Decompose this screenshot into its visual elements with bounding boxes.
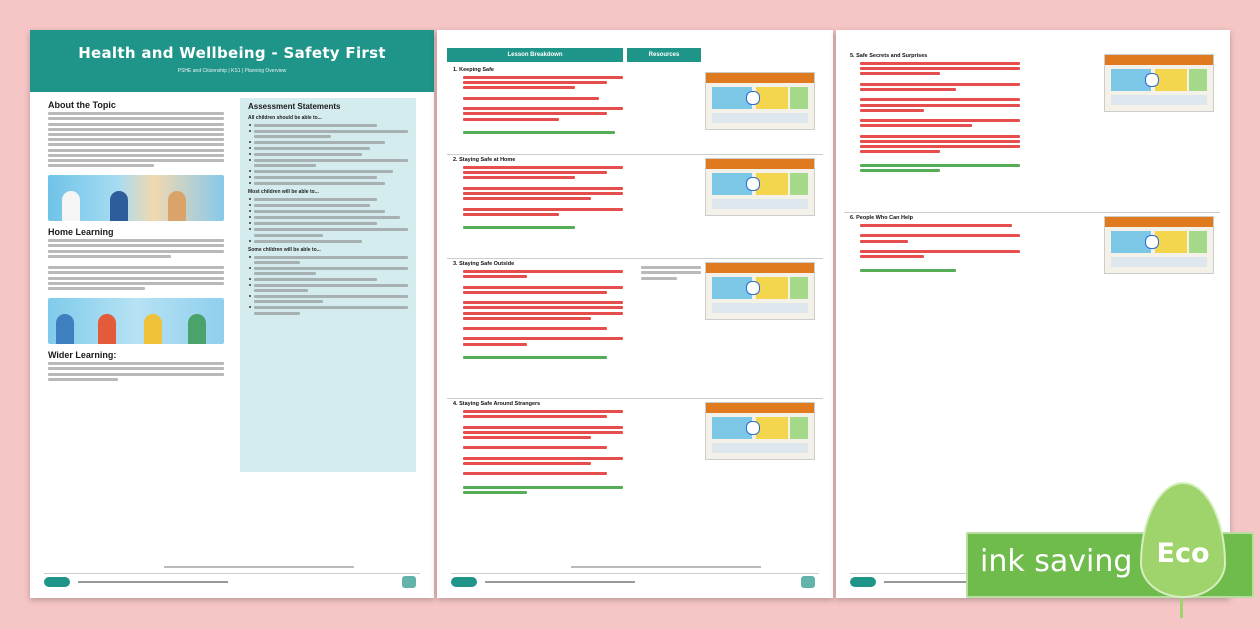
overview-page-1 (30, 30, 434, 598)
document-title: Health and Wellbeing - Safety First (78, 44, 386, 62)
all-children-label: All children should be able to... (248, 115, 322, 121)
lesson-4-section (447, 398, 823, 538)
page-footer (451, 573, 819, 590)
lesson-2-resource-thumbnail (705, 158, 815, 216)
most-children-label: Most children will be able to... (248, 189, 319, 196)
wider-learning-heading: Wider Learning: (48, 349, 117, 360)
lesson-2-section (447, 154, 823, 259)
twinkl-logo-icon (451, 577, 477, 587)
assessment-panel (240, 98, 416, 472)
lesson-1-title: 1. Keeping Safe (453, 67, 494, 73)
planit-logo-icon (801, 576, 815, 588)
assessment-heading: Assessment Statements (248, 102, 341, 111)
wider-learning-text (48, 362, 224, 381)
lesson-4-title: 4. Staying Safe Around Strangers (453, 401, 541, 407)
classroom-illustration (48, 175, 224, 221)
lesson-6-section (844, 212, 1220, 292)
lesson-3-title: 3. Staying Safe Outside (453, 261, 515, 267)
lesson-3-resource-note (641, 264, 701, 282)
resources-header: Resources (627, 48, 701, 62)
document-subtitle: PSHE and Citizenship | KS1 | Planning Overview (177, 68, 287, 74)
twinkl-logo-icon (44, 577, 70, 587)
title-banner (30, 30, 434, 92)
lesson-1-resource-thumbnail (705, 72, 815, 130)
lesson-6-title: 6. People Who Can Help (850, 215, 913, 221)
overview-page-2 (437, 30, 833, 598)
home-learning-heading: Home Learning (48, 227, 114, 238)
eco-badge-label: Eco (1156, 538, 1210, 569)
about-text (48, 112, 224, 167)
left-column (48, 98, 224, 383)
table-header (447, 48, 701, 62)
ink-saving-label: ink saving (980, 544, 1133, 579)
about-heading: About the Topic (48, 100, 116, 110)
lesson-5-resource-thumbnail (1104, 54, 1214, 112)
lesson-3-section (447, 258, 823, 399)
planit-logo-icon (402, 576, 416, 588)
lesson-5-title: 5. Safe Secrets and Surprises (850, 53, 928, 59)
lesson-5-section (844, 50, 1220, 213)
lesson-3-resource-thumbnail (705, 262, 815, 320)
lesson-1-section (447, 64, 823, 155)
twinkl-logo-icon (850, 577, 876, 587)
some-children-label: Some children will be able to... (248, 246, 321, 253)
lesson-4-resource-thumbnail (705, 402, 815, 460)
page-footer (44, 573, 420, 590)
lesson-6-resource-thumbnail (1104, 216, 1214, 274)
home-learning-text (48, 239, 224, 290)
children-illustration (48, 298, 224, 344)
lesson-breakdown-header: Lesson Breakdown (447, 48, 623, 62)
lesson-2-title: 2. Staying Safe at Home (453, 157, 516, 163)
